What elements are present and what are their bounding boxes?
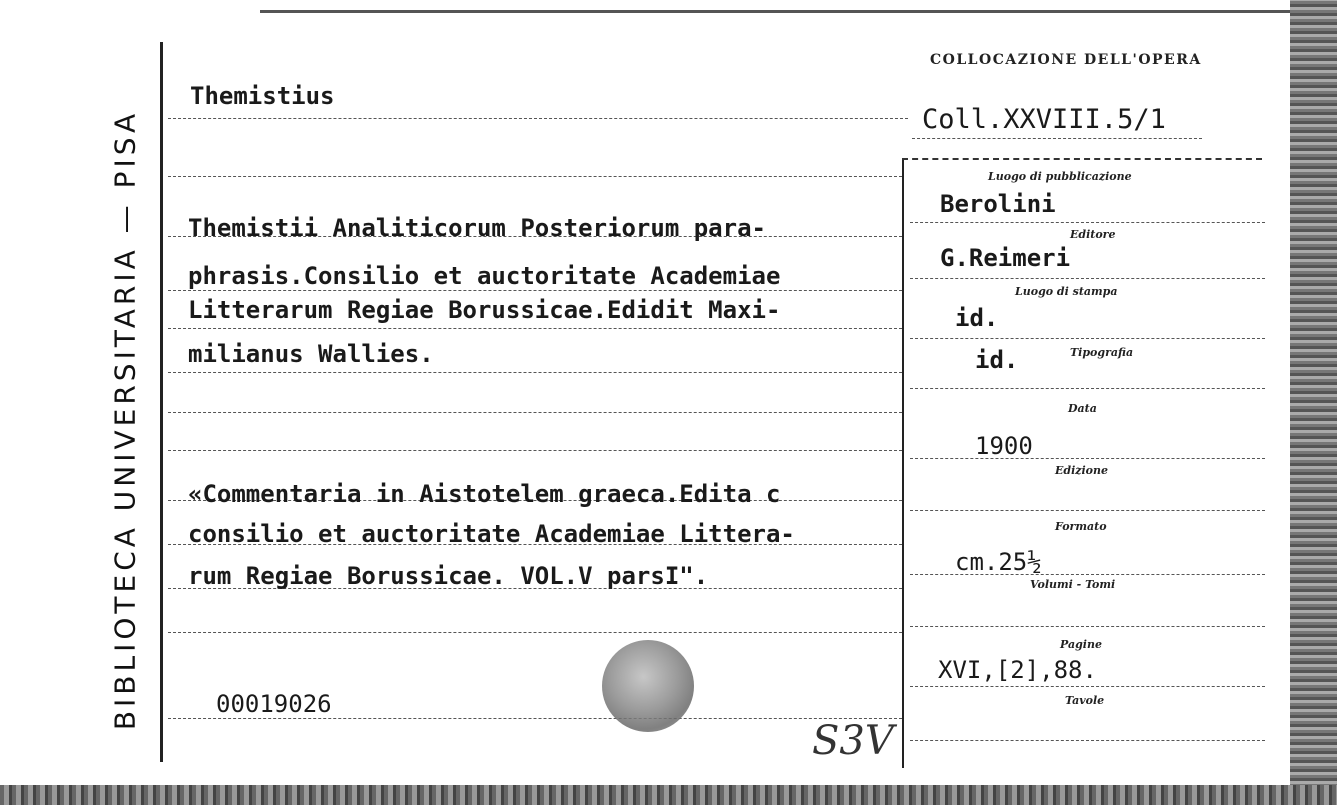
field-value-pages: XVI,[2],88. bbox=[938, 656, 1097, 684]
rule bbox=[912, 138, 1202, 139]
field-value-printer: id. bbox=[975, 346, 1019, 374]
series-line: rum Regiae Borussicae. VOL.V parsI". bbox=[188, 562, 709, 590]
library-stamp bbox=[602, 640, 694, 732]
rule bbox=[910, 222, 1265, 223]
shelfmark: Coll.XXVIII.5/1 bbox=[922, 104, 1166, 135]
rule bbox=[168, 290, 902, 291]
right-column-rule bbox=[902, 160, 904, 768]
left-margin-rule bbox=[160, 42, 163, 762]
field-label-edition: Edizione bbox=[1055, 464, 1109, 477]
field-value-publisher: G.Reimeri bbox=[940, 244, 1071, 272]
field-label-pages: Pagine bbox=[1060, 638, 1102, 651]
field-label-volumes: Volumi - Tomi bbox=[1030, 578, 1116, 591]
field-value-format: cm.25½ bbox=[955, 548, 1042, 576]
field-value-date: 1900 bbox=[975, 432, 1033, 460]
rule bbox=[168, 718, 902, 719]
rule bbox=[910, 458, 1265, 459]
title-line: Themistii Analiticorum Posteriorum para- bbox=[188, 214, 766, 242]
rule bbox=[168, 450, 902, 451]
card-top-edge bbox=[260, 0, 1290, 13]
rule bbox=[910, 574, 1265, 575]
title-line: phrasis.Consilio et auctoritate Academiae bbox=[188, 262, 781, 290]
rule bbox=[910, 740, 1265, 741]
rule bbox=[910, 626, 1265, 627]
handwritten-note: S3V bbox=[812, 718, 894, 764]
rule bbox=[168, 118, 908, 119]
field-label-plates: Tavole bbox=[1065, 694, 1105, 707]
rule bbox=[910, 686, 1265, 687]
field-value-place: Berolini bbox=[940, 190, 1056, 218]
scan-edge-right bbox=[1290, 0, 1337, 805]
title-line: milianus Wallies. bbox=[188, 340, 434, 368]
rule bbox=[168, 412, 902, 413]
field-label-printer: Tipografia bbox=[1070, 346, 1134, 359]
series-line: consilio et auctoritate Academiae Littera- bbox=[188, 520, 795, 548]
rule bbox=[902, 158, 1262, 160]
scan-edge-bottom bbox=[0, 785, 1337, 805]
field-value-print-place: id. bbox=[955, 304, 999, 332]
rule bbox=[910, 388, 1265, 389]
author-name: Themistius bbox=[190, 82, 335, 110]
field-label-print-place: Luogo di stampa bbox=[1015, 285, 1118, 298]
field-label-publisher: Editore bbox=[1070, 228, 1116, 241]
rule bbox=[168, 632, 902, 633]
inventory-number: 00019026 bbox=[216, 690, 332, 718]
field-label-format: Formato bbox=[1055, 520, 1107, 533]
rule bbox=[910, 510, 1265, 511]
rule bbox=[168, 176, 902, 177]
collocation-header: COLLOCAZIONE DELL'OPERA bbox=[930, 52, 1202, 68]
field-label-date: Data bbox=[1068, 402, 1097, 415]
title-line: Litterarum Regiae Borussicae.Edidit Maxi- bbox=[188, 296, 781, 324]
series-line: «Commentaria in Aistotelem graeca.Edita c bbox=[188, 480, 781, 508]
library-name: BIBLIOTECA UNIVERSITARIA — PISA bbox=[108, 109, 142, 731]
rule bbox=[168, 372, 902, 373]
field-label-place: Luogo di pubblicazione bbox=[988, 170, 1132, 183]
rule bbox=[910, 278, 1265, 279]
rule bbox=[168, 328, 902, 329]
rule bbox=[910, 338, 1265, 339]
